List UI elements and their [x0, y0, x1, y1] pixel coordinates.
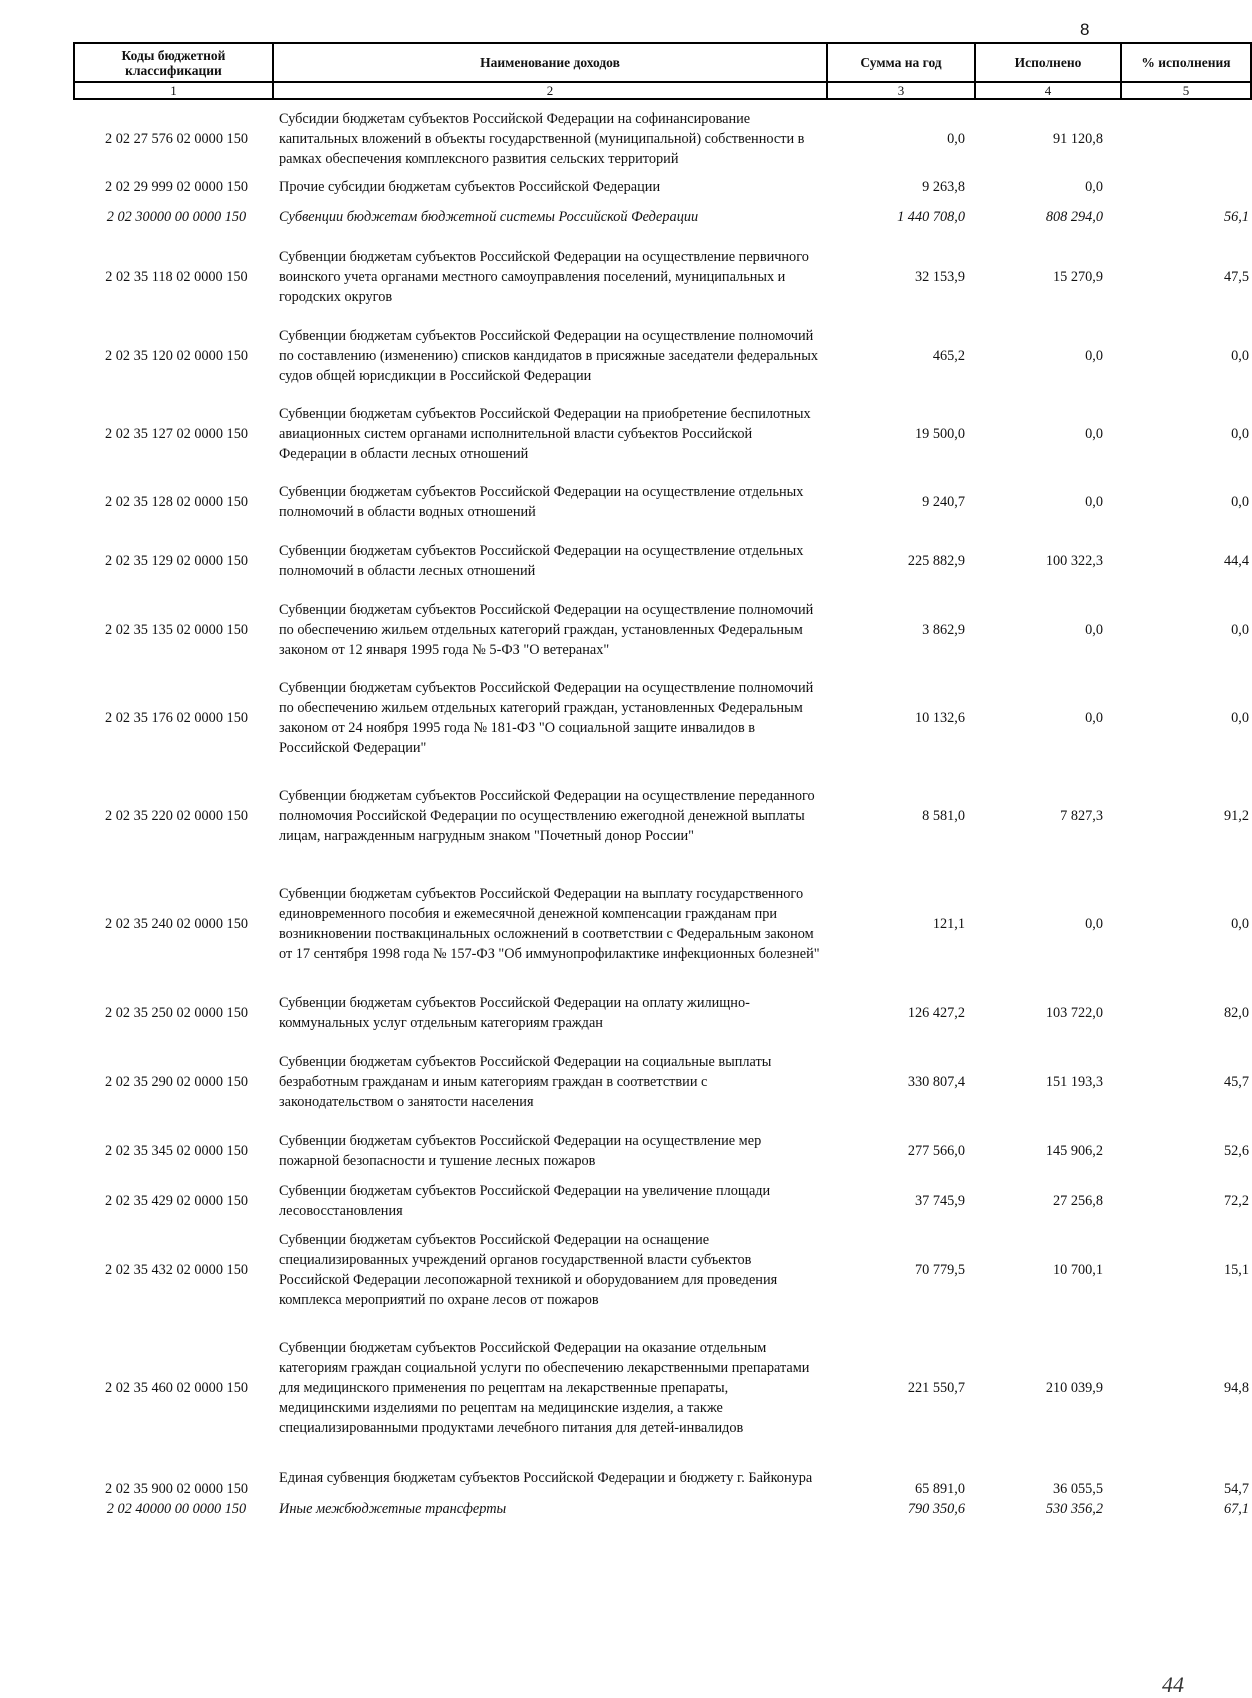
- row-name: Единая субвенция бюджетам субъектов Российской Федерации и бюджету г. Байконура: [279, 1470, 813, 1486]
- row-percent: 67,1: [1223, 1501, 1249, 1517]
- row-executed: 151 193,3: [1045, 1074, 1103, 1090]
- table-row: [74, 1221, 1251, 1319]
- row-executed: 27 256,8: [1052, 1193, 1103, 1209]
- row-percent: [1121, 177, 1251, 197]
- row-executed: 0,0: [1085, 426, 1103, 442]
- row-percent: 47,5: [1223, 269, 1249, 285]
- row-executed: 808 294,0: [1045, 209, 1103, 225]
- row-percent: 0,0: [1231, 710, 1249, 726]
- row-name: Субвенции бюджетам субъектов Российской Федерации на осуществление мер пожарной безопасности и тушение лесных пожаров: [279, 1133, 762, 1169]
- table-row: [74, 99, 1251, 177]
- row-code: 2 02 35 900 02 0000 150: [105, 1481, 248, 1497]
- row-executed: 100 322,3: [1045, 553, 1103, 569]
- page-footer-mark: 44: [1162, 1672, 1184, 1697]
- column-number: 4: [975, 82, 1121, 99]
- table-row: [74, 177, 1251, 197]
- table-row: [74, 531, 1251, 591]
- header-executed: Исполнено: [975, 43, 1121, 82]
- row-code: 2 02 35 290 02 0000 150: [105, 1074, 248, 1090]
- row-percent: 44,4: [1223, 553, 1249, 569]
- table-row: [74, 197, 1251, 237]
- row-name: Субвенции бюджетам субъектов Российской Федерации на оплату жилищно-коммунальных услуг отдельным категориям граждан: [279, 995, 750, 1031]
- row-name: Субвенции бюджетам субъектов Российской Федерации на осуществление полномочий по обеспечению жильем отдельных категорий граждан, установленных Федеральным законом от 12 января 1995 года № 5-ФЗ "О ветеранах": [279, 602, 814, 658]
- row-name: Субвенции бюджетам субъектов Российской Федерации на социальные выплаты безработным гражданам и иным категориям граждан в соответствии с законодательством о занятости населения: [279, 1054, 772, 1110]
- table-row: [74, 473, 1251, 531]
- row-code: 2 02 35 127 02 0000 150: [105, 426, 248, 442]
- table-row: [74, 1043, 1251, 1121]
- row-sum-year: 70 779,5: [914, 1262, 965, 1278]
- row-sum-year: 9 240,7: [922, 494, 965, 510]
- table-row: [74, 317, 1251, 395]
- row-sum-year: 126 427,2: [907, 1005, 965, 1021]
- header-name: Наименование доходов: [273, 43, 827, 82]
- row-percent: 0,0: [1231, 494, 1249, 510]
- column-number: 5: [1121, 82, 1251, 99]
- row-executed: 145 906,2: [1045, 1143, 1103, 1159]
- row-sum-year: 65 891,0: [914, 1481, 965, 1497]
- table-row: [74, 395, 1251, 473]
- row-sum-year: 790 350,6: [907, 1501, 965, 1517]
- row-code: 2 02 35 345 02 0000 150: [105, 1143, 248, 1159]
- table-row: [74, 767, 1251, 865]
- row-executed: 0,0: [1085, 710, 1103, 726]
- row-executed: 36 055,5: [1052, 1481, 1103, 1497]
- row-executed: 7 827,3: [1060, 808, 1103, 824]
- table-row: [74, 865, 1251, 983]
- row-code: 2 02 35 432 02 0000 150: [105, 1262, 248, 1278]
- row-name: Субвенции бюджетам бюджетной системы Российской Федерации: [279, 209, 699, 225]
- row-code: 2 02 35 128 02 0000 150: [105, 494, 248, 510]
- row-name: Иные межбюджетные трансферты: [279, 1501, 507, 1517]
- row-sum-year: 1 440 708,0: [897, 209, 965, 225]
- row-executed: 0,0: [1085, 348, 1103, 364]
- row-executed: 10 700,1: [1052, 1262, 1103, 1278]
- row-name: Субвенции бюджетам субъектов Российской Федерации на осуществление отдельных полномочий в области лесных отношений: [279, 543, 804, 579]
- row-sum-year: 221 550,7: [907, 1380, 965, 1396]
- row-executed: 103 722,0: [1045, 1005, 1103, 1021]
- row-percent: [1121, 99, 1251, 177]
- row-percent: 56,1: [1223, 209, 1249, 225]
- row-executed: 0,0: [1085, 179, 1103, 195]
- table-row: [74, 1457, 1251, 1499]
- row-sum-year: 330 807,4: [907, 1074, 965, 1090]
- row-code: 2 02 30000 00 0000 150: [106, 209, 247, 225]
- column-number: 3: [827, 82, 975, 99]
- row-percent: 0,0: [1231, 426, 1249, 442]
- row-percent: 52,6: [1223, 1143, 1249, 1159]
- header-percent: % исполнения: [1121, 43, 1251, 82]
- row-name: Субвенции бюджетам субъектов Российской Федерации на приобретение беспилотных авиационных систем органами исполнительной власти субъектов Российской Федерации в области лесных отношений: [279, 406, 811, 462]
- row-sum-year: 9 263,8: [922, 179, 965, 195]
- table-row: [74, 669, 1251, 767]
- table-row: [74, 591, 1251, 669]
- row-percent: 91,2: [1223, 808, 1249, 824]
- row-code: 2 02 35 429 02 0000 150: [105, 1193, 248, 1209]
- row-sum-year: 465,2: [932, 348, 965, 364]
- row-code: 2 02 35 220 02 0000 150: [105, 808, 248, 824]
- row-code: 2 02 27 576 02 0000 150: [105, 130, 248, 147]
- row-name: Субвенции бюджетам субъектов Российской Федерации на осуществление первичного воинского учета органами местного самоуправления поселений, муниципальных и городских округов: [279, 249, 809, 305]
- row-sum-year: 3 862,9: [922, 622, 965, 638]
- row-name: Субвенции бюджетам субъектов Российской Федерации на оснащение специализированных учреждений органов государственной власти субъектов Российской Федерации лесопожарной техникой и оборудованием для проведения комплекса мероприятий по охране лесов от пожаров: [279, 1232, 778, 1308]
- row-code: 2 02 35 460 02 0000 150: [105, 1380, 248, 1396]
- table-row: [74, 1181, 1251, 1221]
- column-number: 1: [74, 82, 273, 99]
- row-percent: 82,0: [1223, 1005, 1249, 1021]
- row-sum-year: 225 882,9: [907, 553, 965, 569]
- row-percent: 45,7: [1223, 1074, 1249, 1090]
- row-code: 2 02 35 120 02 0000 150: [105, 348, 248, 364]
- table-row: [74, 1121, 1251, 1181]
- row-percent: 0,0: [1231, 348, 1249, 364]
- row-executed: 210 039,9: [1045, 1380, 1103, 1396]
- table-row: [74, 1319, 1251, 1457]
- header-code: Коды бюджетной классификации: [74, 43, 273, 82]
- row-name: Субвенции бюджетам субъектов Российской Федерации на оказание отдельным категориям граждан социальной услуги по обеспечению лекарственными препаратами для медицинского применения по рецептам на лекарственные препараты, медицинскими изделиями по рецептам на медицинские изделия, а также специализированными продуктами лечебного питания для детей-инвалидов: [279, 1340, 810, 1436]
- row-executed: 0,0: [1085, 622, 1103, 638]
- row-executed: 0,0: [1085, 916, 1103, 932]
- row-percent: 0,0: [1231, 622, 1249, 638]
- row-percent: 72,2: [1223, 1193, 1249, 1209]
- row-sum-year: 0,0: [947, 130, 965, 147]
- row-sum-year: 121,1: [932, 916, 965, 932]
- table-body: [74, 99, 1251, 1519]
- row-executed: 15 270,9: [1052, 269, 1103, 285]
- row-code: 2 02 40000 00 0000 150: [106, 1501, 247, 1517]
- row-name: Субвенции бюджетам субъектов Российской Федерации на осуществление полномочий по обеспечению жильем отдельных категорий граждан, установленных Федеральным законом от 24 ноября 1995 года № 181-ФЗ "О социальной защите инвалидов в Российской Федерации": [279, 680, 814, 756]
- row-sum-year: 32 153,9: [914, 269, 965, 285]
- row-executed: 0,0: [1085, 494, 1103, 510]
- row-code: 2 02 35 250 02 0000 150: [105, 1005, 248, 1021]
- row-code: 2 02 35 135 02 0000 150: [105, 622, 248, 638]
- row-name: Прочие субсидии бюджетам субъектов Российской Федерации: [279, 179, 661, 195]
- row-code: 2 02 29 999 02 0000 150: [105, 179, 248, 195]
- table-header: [74, 43, 1251, 99]
- row-code: 2 02 35 240 02 0000 150: [105, 916, 248, 932]
- row-sum-year: 37 745,9: [914, 1193, 965, 1209]
- row-sum-year: 10 132,6: [914, 710, 965, 726]
- row-sum-year: 8 581,0: [922, 808, 965, 824]
- row-name: Субвенции бюджетам субъектов Российской Федерации на осуществление полномочий по составлению (изменению) списков кандидатов в присяжные заседатели федеральных судов общей юрисдикции в Российской Федерации: [279, 328, 818, 384]
- row-code: 2 02 35 176 02 0000 150: [105, 710, 248, 726]
- table-row: [74, 983, 1251, 1043]
- row-name: Субсидии бюджетам субъектов Российской Федерации на софинансирование капитальных вложений в объекты государственной (муниципальной) собственности в рамках обеспечения комплексного развития сельских территорий: [279, 110, 805, 167]
- row-percent: 15,1: [1223, 1262, 1249, 1278]
- row-sum-year: 19 500,0: [914, 426, 965, 442]
- budget-revenue-table: [73, 42, 1252, 1519]
- row-sum-year: 277 566,0: [907, 1143, 965, 1159]
- row-percent: 94,8: [1223, 1380, 1249, 1396]
- row-name: Субвенции бюджетам субъектов Российской Федерации на увеличение площади лесовосстановления: [279, 1183, 771, 1219]
- table-row: [74, 237, 1251, 317]
- row-name: Субвенции бюджетам субъектов Российской Федерации на осуществление отдельных полномочий в области водных отношений: [279, 484, 804, 520]
- header-sum-year: Сумма на год: [827, 43, 975, 82]
- row-name: Субвенции бюджетам субъектов Российской Федерации на осуществление переданного полномочия Российской Федерации по осуществлению ежегодной денежной выплаты лицам, награжденным нагрудным знаком "Почетный донор России": [279, 788, 815, 844]
- row-code: 2 02 35 129 02 0000 150: [105, 553, 248, 569]
- table-row: [74, 1499, 1251, 1519]
- column-number: 2: [273, 82, 827, 99]
- row-code: 2 02 35 118 02 0000 150: [105, 269, 248, 285]
- row-percent: 54,7: [1223, 1481, 1249, 1497]
- page-number: 8: [1080, 20, 1090, 39]
- row-executed: 530 356,2: [1045, 1501, 1103, 1517]
- row-percent: 0,0: [1231, 916, 1249, 932]
- row-executed: 91 120,8: [1052, 130, 1103, 147]
- row-name: Субвенции бюджетам субъектов Российской Федерации на выплату государственного единовременного пособия и ежемесячной денежной компенсации гражданам при возникновении поствакцинальных осложнений в соответствии с Федеральным законом от 17 сентября 1998 года № 157-ФЗ "Об иммунопрофилактике инфекционных болезней": [279, 886, 820, 962]
